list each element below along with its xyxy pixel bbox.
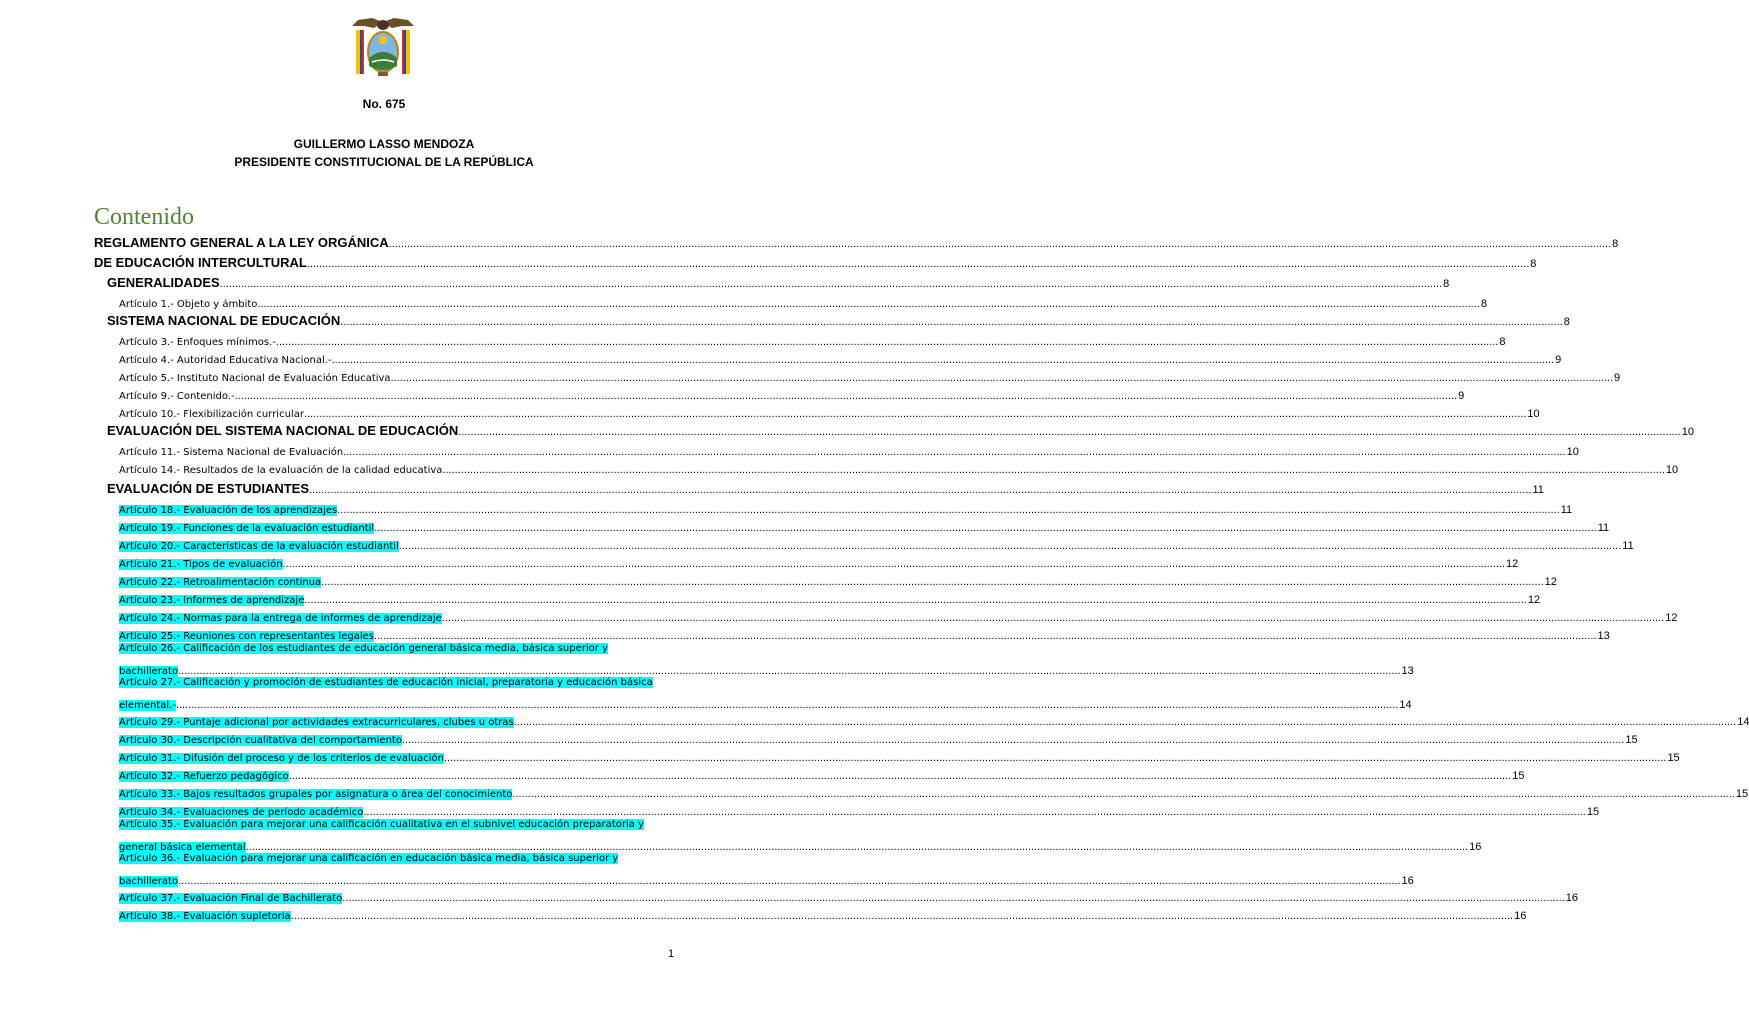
toc-entry-text: REGLAMENTO GENERAL A LA LEY ORGÁNICA (94, 235, 389, 250)
toc-leader-dots: ................................................................................................................................................................................................................................................................................................................................................................................................................ (245, 841, 1469, 853)
toc-leader-dots: ................................................................................................................................................................................................................................................................................................................................................................................................................ (306, 258, 1530, 270)
toc-entry[interactable] (119, 517, 1610, 534)
toc-page-number: 8 (1612, 238, 1619, 250)
toc-page-number: 11 (1532, 484, 1544, 496)
toc-leader-dots: ................................................................................................................................................................................................................................................................................................................................................................................................................ (401, 734, 1625, 746)
toc-page-number: 12 (1527, 594, 1541, 606)
toc-leader-dots: ................................................................................................................................................................................................................................................................................................................................................................................................................ (337, 504, 1560, 516)
toc-entry[interactable] (119, 677, 1412, 711)
toc-leader-dots: ................................................................................................................................................................................................................................................................................................................................................................................................................ (388, 238, 1612, 250)
toc-page-number: 13 (1401, 665, 1414, 677)
toc-leader-dots: ................................................................................................................................................................................................................................................................................................................................................................................................................ (513, 716, 1737, 728)
toc-entry[interactable] (119, 607, 1678, 624)
president-title: PRESIDENTE CONSTITUCIONAL DE LA REPÚBLICA (234, 155, 534, 169)
toc-entry-text: Artículo 30.- Descripción cualitativa del comportamiento (119, 735, 402, 746)
toc-page-number: 12 (1506, 558, 1519, 570)
toc-page-number: 16 (1401, 875, 1414, 887)
toc-entry[interactable] (94, 253, 1537, 270)
toc-entry-text: Artículo 38.- Evaluación supletoria (119, 911, 291, 922)
toc-entry-text: Artículo 25.- Reuniones con representantes legales (119, 631, 375, 642)
toc-entry[interactable] (119, 385, 1465, 402)
toc-leader-dots: ................................................................................................................................................................................................................................................................................................................................................................................................................ (178, 665, 1401, 677)
toc-entry-text: Artículo 32.- Refuerzo pedagógico (119, 771, 289, 782)
toc-page-number: 14 (1737, 716, 1749, 728)
toc-leader-dots: ................................................................................................................................................................................................................................................................................................................................................................................................................ (257, 298, 1480, 310)
toc-page-number: 9 (1555, 354, 1562, 366)
toc-entry[interactable] (107, 311, 1570, 328)
toc-leader-dots: ................................................................................................................................................................................................................................................................................................................................................................................................................ (304, 594, 1527, 606)
toc-page-number: 16 (1514, 910, 1527, 922)
toc-leader-dots: ................................................................................................................................................................................................................................................................................................................................................................................................................ (343, 446, 1566, 458)
toc-page-number: 11 (1560, 504, 1573, 516)
toc-entry[interactable] (119, 589, 1541, 606)
toc-entry[interactable] (119, 853, 1414, 887)
toc-page-number: 8 (1443, 278, 1450, 290)
toc-page-number: 12 (1544, 576, 1557, 588)
toc-leader-dots: ................................................................................................................................................................................................................................................................................................................................................................................................................ (178, 875, 1401, 887)
toc-page-number: 13 (1597, 630, 1610, 642)
page-number: 1 (668, 948, 675, 960)
toc-entry[interactable] (119, 441, 1579, 458)
toc-entry-text: Artículo 18.- Evaluación de los aprendizajes (119, 505, 338, 516)
toc-page-number: 10 (1681, 426, 1694, 438)
toc-page-number: 11 (1597, 522, 1610, 534)
toc-entry-text: Artículo 35.- Evaluación para mejorar una calificación cualitativa en el subnivel educación preparatoria y (119, 819, 644, 830)
toc-entry[interactable] (119, 367, 1621, 384)
toc-entry[interactable] (119, 643, 1414, 677)
toc-entry[interactable] (119, 801, 1600, 818)
toc-leader-dots: ................................................................................................................................................................................................................................................................................................................................................................................................................ (303, 408, 1527, 420)
toc-leader-dots: ................................................................................................................................................................................................................................................................................................................................................................................................................ (363, 806, 1586, 818)
toc-page-number: 9 (1458, 390, 1465, 402)
toc-entry[interactable] (119, 535, 1634, 552)
toc-leader-dots: ................................................................................................................................................................................................................................................................................................................................................................................................................ (342, 892, 1565, 904)
toc-leader-dots: ................................................................................................................................................................................................................................................................................................................................................................................................................ (442, 464, 1665, 476)
toc-leader-dots: ................................................................................................................................................................................................................................................................................................................................................................................................................ (321, 576, 1544, 588)
toc-leader-dots: ................................................................................................................................................................................................................................................................................................................................................................................................................ (443, 752, 1667, 764)
toc-entry-text: GENERALIDADES (107, 275, 220, 290)
toc-page-number: 8 (1530, 258, 1537, 270)
toc-leader-dots: ................................................................................................................................................................................................................................................................................................................................................................................................................ (219, 278, 1443, 290)
toc-entry[interactable] (119, 331, 1506, 348)
toc-page-number: 8 (1563, 316, 1570, 328)
toc-entry[interactable] (119, 459, 1679, 476)
toc-entry[interactable] (119, 293, 1487, 310)
toc-leader-dots: ................................................................................................................................................................................................................................................................................................................................................................................................................ (275, 336, 1499, 348)
toc-entry-text: Artículo 33.- Bajos resultados grupales por asignatura o área del conocimiento (119, 789, 513, 800)
toc-entry-text: Artículo 21.- Tipos de evaluación (119, 559, 283, 570)
toc-leader-dots: ................................................................................................................................................................................................................................................................................................................................................................................................................ (374, 522, 1597, 534)
toc-entry-text: Artículo 26.- Calificación de los estudiantes de educación general básica media, básica superior y (119, 643, 608, 654)
toc-title: Contenido (94, 204, 194, 230)
toc-entry-text: Artículo 24.- Normas para la entrega de informes de aprendizaje (119, 613, 442, 624)
president-name: GUILLERMO LASSO MENDOZA (293, 137, 475, 151)
toc-entry-text: EVALUACIÓN DE ESTUDIANTES (107, 481, 309, 496)
toc-leader-dots: ................................................................................................................................................................................................................................................................................................................................................................................................................ (290, 910, 1514, 922)
toc-page-number: 8 (1480, 298, 1487, 310)
toc-entry-text: DE EDUCACIÓN INTERCULTURAL (94, 255, 307, 270)
toc-leader-dots: ................................................................................................................................................................................................................................................................................................................................................................................................................ (398, 540, 1622, 552)
toc-entry-text-continued: bachillerato (119, 876, 179, 887)
toc-entry[interactable] (119, 403, 1540, 420)
toc-entry-text: Artículo 29.- Puntaje adicional por actividades extracurriculares, clubes u otras (119, 717, 514, 728)
toc-leader-dots: ................................................................................................................................................................................................................................................................................................................................................................................................................ (441, 612, 1665, 624)
toc-page-number: 15 (1735, 788, 1749, 800)
toc-entry-text-continued: general básica elemental (119, 842, 246, 853)
toc-entry[interactable] (107, 421, 1694, 438)
toc-entry-text: SISTEMA NACIONAL DE EDUCACIÓN (107, 313, 341, 328)
toc-entry-text: Artículo 5.- Instituto Nacional de Evaluación Educativa (119, 373, 391, 384)
toc-entry-text: Artículo 20.- Características de la evaluación estudiantil (119, 541, 399, 552)
toc-entry-text: Artículo 31.- Difusión del proceso y de los criterios de evaluación (119, 753, 444, 764)
toc-leader-dots: ................................................................................................................................................................................................................................................................................................................................................................................................................ (331, 354, 1555, 366)
toc-entry[interactable] (119, 765, 1525, 782)
toc-entry-text: Artículo 14.- Resultados de la evaluación de la calidad educativa (119, 465, 443, 476)
toc-page-number: 10 (1665, 464, 1679, 476)
toc-entry-text: Artículo 9.- Contenido.- (119, 391, 235, 402)
decree-number: No. 675 (362, 97, 406, 111)
toc-entry[interactable] (119, 349, 1562, 366)
toc-entry-text: EVALUACIÓN DEL SISTEMA NACIONAL DE EDUCACIÓN (107, 423, 459, 438)
toc-entry[interactable] (119, 499, 1573, 516)
toc-page-number: 14 (1399, 699, 1412, 711)
toc-page-number: 8 (1499, 336, 1506, 348)
toc-entry-text-continued: bachillerato (119, 666, 179, 677)
toc-leader-dots: ................................................................................................................................................................................................................................................................................................................................................................................................................ (512, 788, 1735, 800)
toc-entry[interactable] (119, 819, 1482, 853)
toc-entry[interactable] (119, 905, 1527, 922)
toc-entry-text: Artículo 23.- Informes de aprendizaje (119, 595, 305, 606)
toc-entry[interactable] (107, 273, 1450, 290)
toc-entry-text: Artículo 4.- Autoridad Educativa Nacional.- (119, 355, 332, 366)
toc-entry[interactable] (119, 887, 1578, 904)
toc-leader-dots: ................................................................................................................................................................................................................................................................................................................................................................................................................ (374, 630, 1597, 642)
toc-leader-dots: ................................................................................................................................................................................................................................................................................................................................................................................................................ (390, 372, 1614, 384)
toc-entry[interactable] (119, 747, 1680, 764)
toc-entry-text: Artículo 19.- Funciones de la evaluación estudiantil (119, 523, 375, 534)
toc-entry-text: Artículo 27.- Calificación y promoción de estudiantes de educación inicial, preparatoria y educación básica (119, 677, 653, 688)
toc-entry[interactable] (119, 783, 1749, 800)
toc-entry-text: Artículo 3.- Enfoques mínimos.- (119, 337, 276, 348)
toc-page-number: 15 (1586, 806, 1600, 818)
toc-entry-text: Artículo 34.- Evaluaciones de período académico (119, 807, 364, 818)
toc-entry[interactable] (119, 553, 1519, 570)
toc-entry-text: Artículo 36.- Evaluación para mejorar una calificación en educación básica media, básica superior y (119, 853, 619, 864)
toc-leader-dots: ................................................................................................................................................................................................................................................................................................................................................................................................................ (458, 426, 1681, 438)
toc-leader-dots: ................................................................................................................................................................................................................................................................................................................................................................................................................ (309, 484, 1532, 496)
toc-leader-dots: ................................................................................................................................................................................................................................................................................................................................................................................................................ (288, 770, 1512, 782)
toc-entry[interactable] (119, 571, 1557, 588)
toc-page-number: 10 (1527, 408, 1540, 420)
toc-entry[interactable] (119, 711, 1749, 728)
toc-entry-text-continued: elemental.- (119, 700, 176, 711)
toc-page-number: 15 (1667, 752, 1680, 764)
toc-entry-text: Artículo 10.- Flexibilización curricular (119, 409, 304, 420)
toc-page-number: 12 (1665, 612, 1678, 624)
toc-page-number: 16 (1565, 892, 1578, 904)
toc-entry[interactable] (94, 233, 1619, 250)
toc-page-number: 11 (1622, 540, 1634, 552)
toc-entry[interactable] (119, 625, 1610, 642)
toc-leader-dots: ................................................................................................................................................................................................................................................................................................................................................................................................................ (175, 699, 1399, 711)
toc-page-number: 9 (1614, 372, 1621, 384)
toc-entry[interactable] (107, 479, 1544, 496)
toc-entry-text: Artículo 37.- Evaluación Final de Bachillerato (119, 893, 343, 904)
toc-leader-dots: ................................................................................................................................................................................................................................................................................................................................................................................................................ (282, 558, 1506, 570)
toc-page-number: 10 (1566, 446, 1579, 458)
toc-leader-dots: ................................................................................................................................................................................................................................................................................................................................................................................................................ (234, 390, 1458, 402)
toc-page-number: 15 (1512, 770, 1525, 782)
toc-leader-dots: ................................................................................................................................................................................................................................................................................................................................................................................................................ (340, 316, 1563, 328)
toc-entry-text: Artículo 1.- Objeto y ámbito (119, 299, 258, 310)
toc-page-number: 15 (1625, 734, 1638, 746)
toc-entry-text: Artículo 11.- Sistema Nacional de Evaluación (119, 447, 344, 458)
toc-entry-text: Artículo 22.- Retroalimentación continua (119, 577, 322, 588)
toc-page-number: 16 (1469, 841, 1482, 853)
toc-entry[interactable] (119, 729, 1638, 746)
ecuador-coat-of-arms-icon (350, 16, 416, 80)
